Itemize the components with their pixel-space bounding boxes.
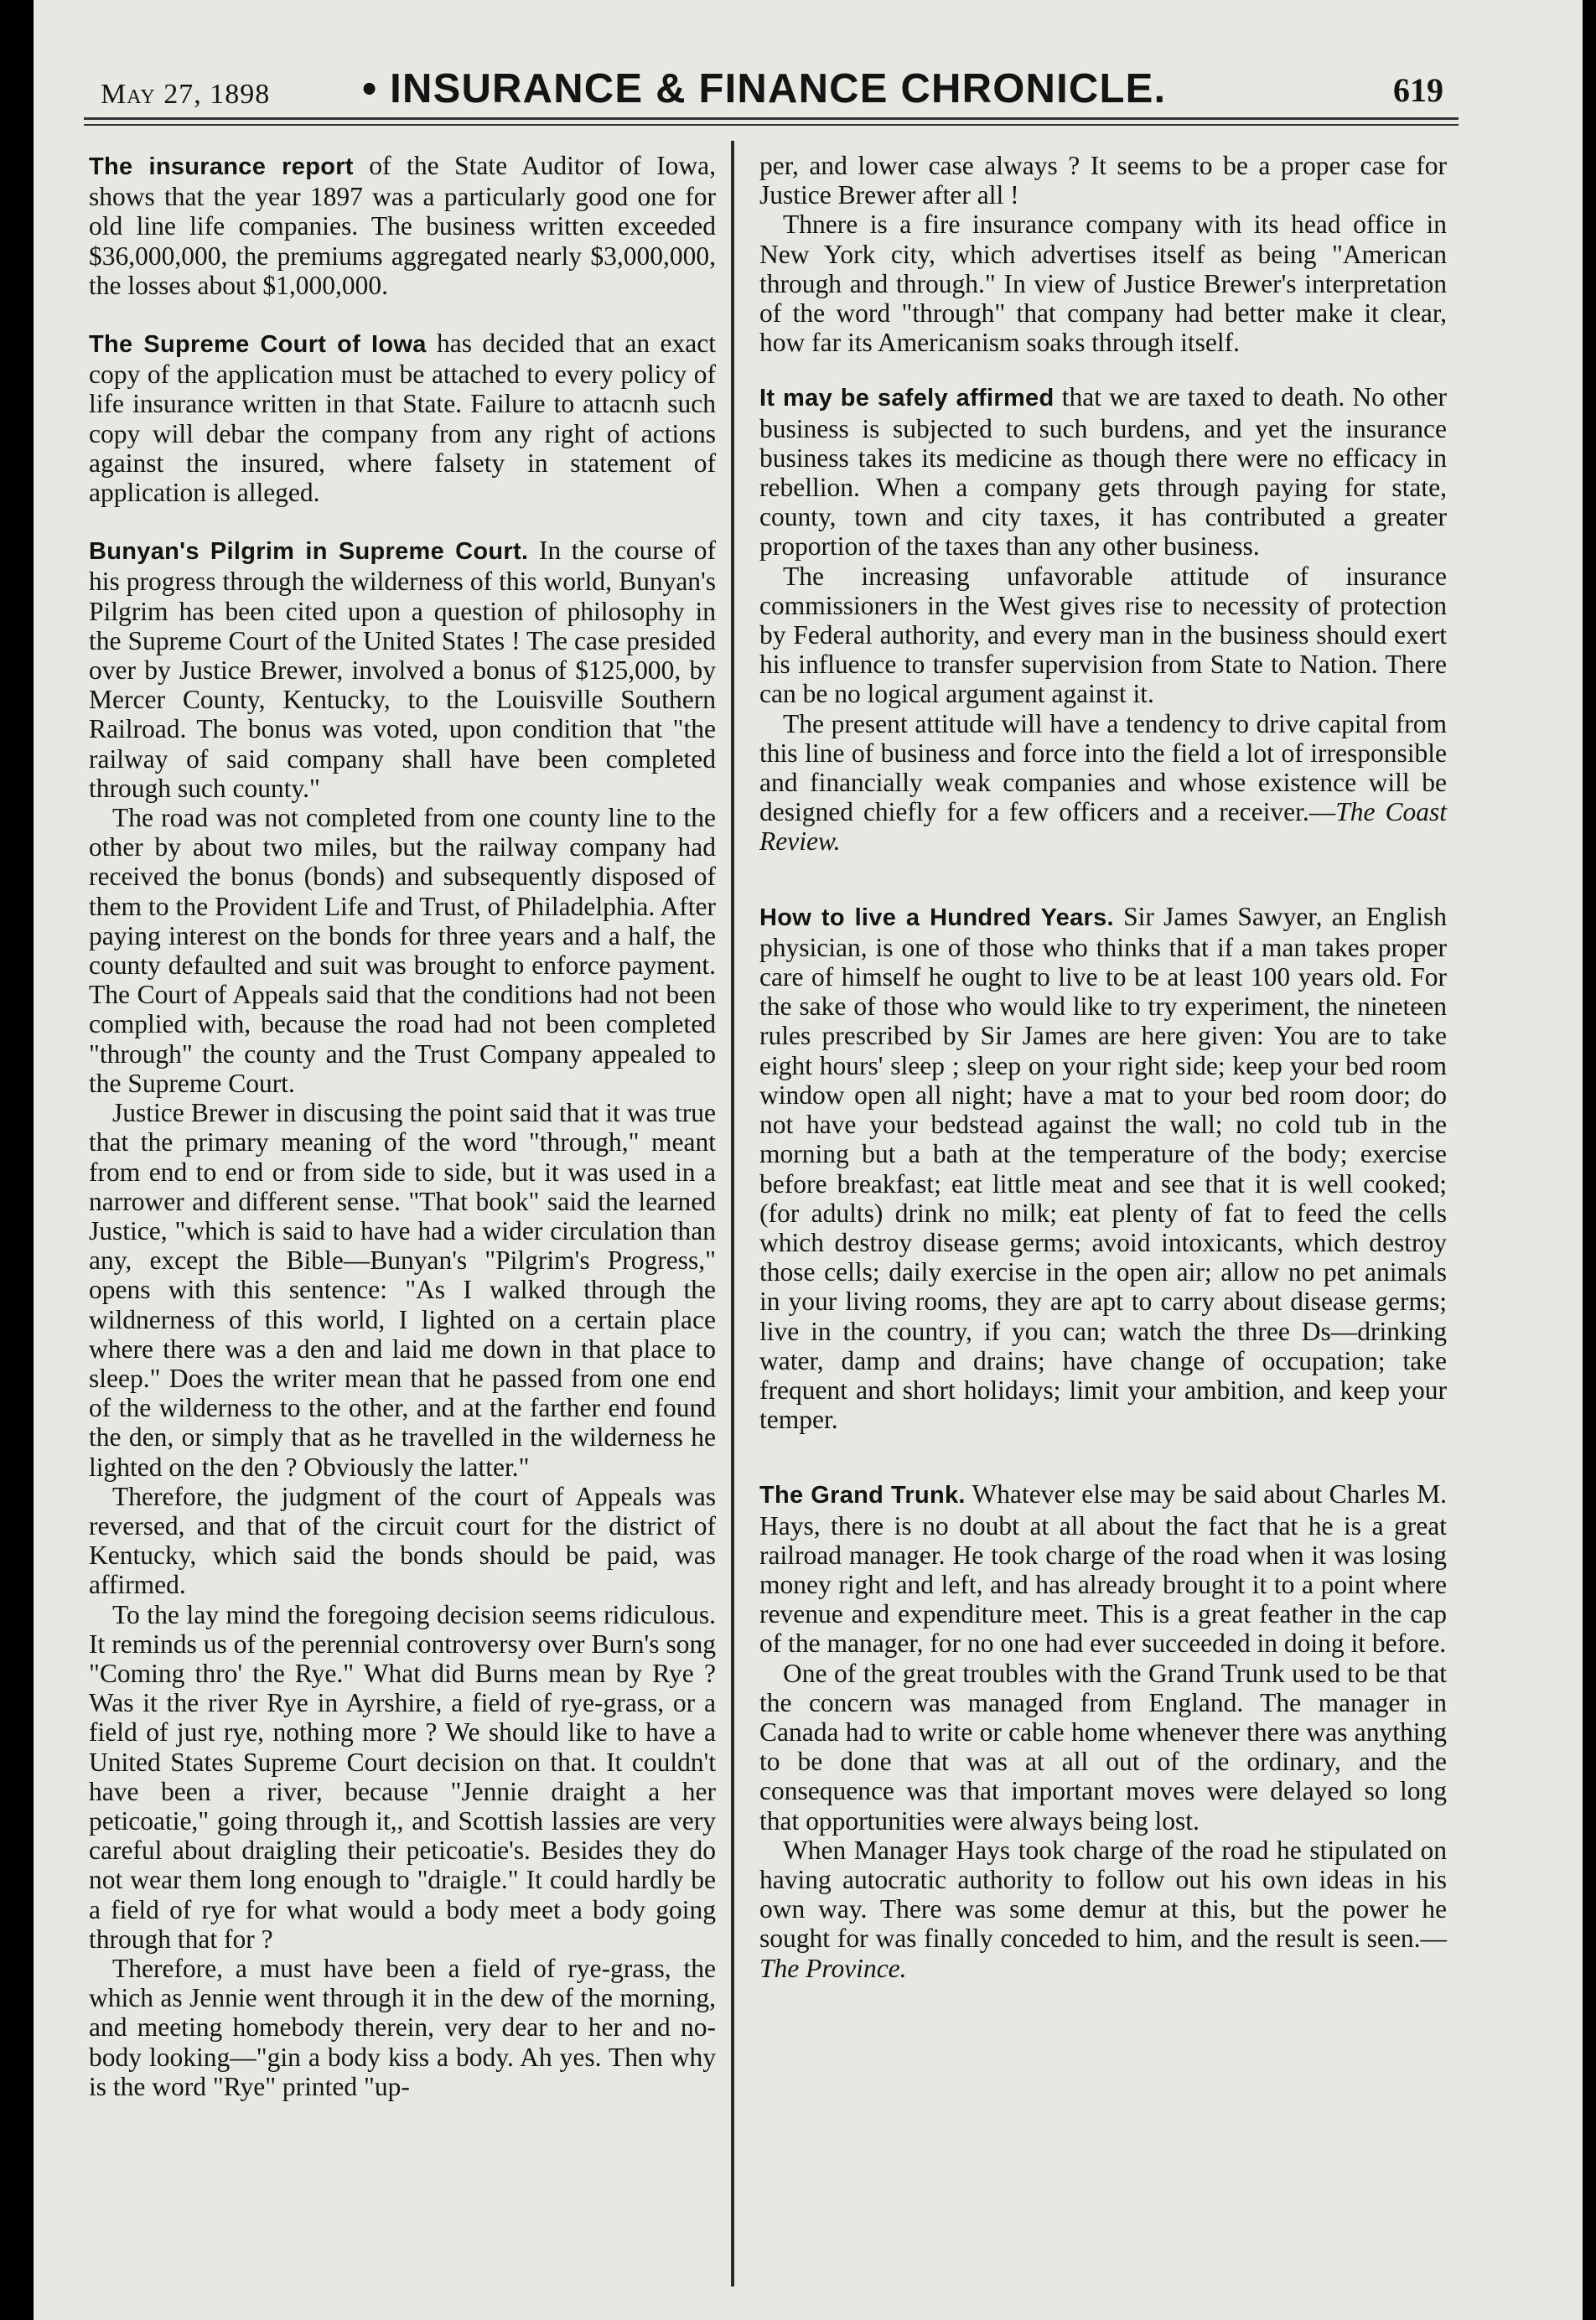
article-paragraph	[759, 709, 1447, 857]
newspaper-page	[34, 0, 1583, 2320]
article-continuation: per, and lower case always ? It seems to be a proper case for Justice Brewer after all !	[759, 151, 1447, 210]
article-paragraph: The increasing unfavorable attitude of insurance commissioners in the West gives rise to necessity of protection by Federal authority, and every man in the business should exert his influence to transfer supervision from State to Nation. There can be no logical argument against it.	[759, 561, 1447, 709]
right-column	[759, 151, 1447, 1983]
article-text: When Manager Hays took charge of the road he stipulated on having autocratic authority to follow out his own ideas in his own way. There was some demur at this, but the power he sought for was finally conceded to him, and the result is seen.—	[759, 1835, 1447, 1954]
page-header	[69, 60, 1460, 119]
article-text: In the course of his progress through the wilderness of this world, Bunyan's Pilgrim has been cited upon a question of philosophy in the Supreme Court of the United States ! The case presided over by Justice Brewer, involved a bonus of $125,000, by Mercer County, Kentucky, to the Louisville Southern Railroad. The bonus was voted, upon condition that "the railway of said company shall have been completed through such county."	[89, 536, 716, 803]
article-paragraph: The road was not completed from one county line to the other by about two miles, but the railway company had received the bonus (bonds) and subsequently disposed of them to the Provident Life and Trust, of Philadelphia. After paying interest on the bonds for three years and a half, the county defaulted and suit was brought to enforce payment. The Court of Appeals said that the conditions had not been complied with, because the road had not been completed "through" the county and the Trust Company appealed to the Supreme Court.	[89, 803, 716, 1098]
article-paragraph	[759, 1836, 1447, 1983]
article-paragraph: Thnere is a fire insurance company with its head office in New York city, which advertises itself as being "American through and through." In view of Justice Brewer's interpretation of the word "through" that company had better make it clear, how far its Americanism soaks through itself.	[759, 210, 1447, 358]
article-text: Sir James Sawyer, an English physician, is one of those who thinks that if a man takes proper care of himself he ought to live to be at least 100 years old. For the sake of those who would like to try experiment, the nineteen rules prescribed by Sir James are here given: You are to take eight hours' sleep ; sleep on your right side; keep your bed room window open all night; have a mat to your bed room door; do not have your bedstead against the wall; no cold tub in the morning but a bath at the temperature of the body; exercise before breakfast; eat little meat and see that it is well cooked; (for adults) drink no milk; eat plenty of fat to feed the cells which destroy disease germs; avoid intoxicants, which destroy those cells; daily exercise in the open air; allow no pet animals in your living rooms, they are apt to carry about disease germs; live in the country, if you can; watch the three Ds—drinking water, damp and drains; have change of occupation; take frequent and short holidays; limit your ambition, and keep your temper.	[759, 901, 1447, 1435]
article-paragraph: Justice Brewer in discusing the point said that it was true that the primary meaning of the word "through," meant from end to end or from side to side, but it was used in a narrower and different sense. "That book" said the learned Justice, "which is said to have had a wider circulation than any, except the Bible—Bunyan's "Pilgrim's Progress," opens with this sentence: "As I walked through the wildnerness of this world, I lighted on a certain place where there was a den and laid me down in that place to sleep." Does the writer mean that he passed from one end of the wilderness to the other, and at the farther end found the den, or simply that as he travelled in the wilderness he lighted on the den ? Obviously the latter."	[89, 1098, 716, 1482]
article-grand-trunk	[759, 1479, 1447, 1658]
article-lead: Bunyan's Pilgrim in Supreme Court.	[89, 538, 529, 566]
article-lead: The Supreme Court of Iowa	[89, 331, 427, 359]
issue-date: May 27, 1898	[101, 79, 271, 110]
article-hundred-years	[759, 902, 1447, 1435]
article-paragraph: Therefore, the judgment of the court of Appeals was reversed, and that of the circuit court for the district of Kentucky, which said the bonds should be paid, was affirmed.	[89, 1481, 716, 1600]
article-lead: How to live a Hundred Years.	[759, 904, 1114, 931]
header-rule-bottom	[84, 124, 1459, 126]
article-paragraph: To the lay mind the foregoing decision seems ridiculous. It reminds us of the perennial controversy over Burn's song "Coming thro' the Rye." What did Burns mean by Rye ? Was it the river Rye in Ayrshire, a field of rye-grass, or a field of just rye, nothing more ? We should like to have a United States Supreme Court decision on that. It couldn't have been a river, because "Jennie draight a her peticoatie," going through it,, and Scottish lassies are very careful about draigling their peticoatie's. Besides they do not wear them long enough to "draigle." It could hardly be a field of rye for what would a body meet a body going through that for ?	[89, 1599, 716, 1954]
article-lead: The insurance report	[89, 153, 354, 180]
article-source: The Province.	[759, 1953, 907, 1983]
article-paragraph: One of the great troubles with the Grand Trunk used to be that the concern was managed from England. The manager in Canada had to write or cable home whenever there was anything to be done that was at all out of the ordinary, and the consequence was that important moves were delayed so long that opportunities were always being lost.	[759, 1658, 1447, 1836]
article-text: of the State Auditor of Iowa, shows that the year 1897 was a particularly good one for old line life companies. The business written exceeded $36,000,000, the premiums aggregated nearly $3,000,000, the losses about $1,000,000.	[89, 151, 716, 300]
article-lead: It may be safely affirmed	[759, 385, 1054, 412]
page-number: 619	[1393, 71, 1443, 109]
article-text: Whatever else may be said about Charles M. Hays, there is no doubt at all about the fact that he is a great railroad manager. He took charge of the road when it was losing money right and left, and has already brought it to a point where revenue and expenditure meet. This is a great feather in the cap of the manager, for no one had ever succeeded in doing it before.	[759, 1479, 1447, 1659]
article-insurance-report	[89, 151, 716, 300]
article-text: The present attitude will have a tendency to drive capital from this line of business and force into the field a lot of irresponsible and financially weak companies and whose existence will be designed chiefly for a few officers and a receiver.—	[759, 708, 1447, 827]
article-supreme-court-iowa	[89, 329, 716, 507]
left-column	[89, 151, 716, 2101]
article-source: The Coast Review.	[759, 797, 1447, 857]
header-rule-top	[84, 117, 1459, 120]
article-text: has decided that an exact copy of the application must be attached to every policy of life insurance written in that State. Failure to attacnh such copy will debar the company from any right of actions against the insured, where falsety in statement of application is alleged.	[89, 329, 716, 508]
article-text: that we are taxed to death. No other business is subjected to such burdens, and yet the insurance business takes its medicine as though there were no efficacy in rebellion. When a company gets through paying for state, county, town and city taxes, it has contributed a greater proportion of the taxes than any other business.	[759, 382, 1447, 562]
publication-title: • INSURANCE & FINANCE CHRONICLE.	[362, 66, 1167, 111]
article-taxed-to-death	[759, 382, 1447, 561]
column-divider	[731, 141, 734, 2286]
article-lead: The Grand Trunk.	[759, 1482, 966, 1510]
article-paragraph: Therefore, a must have been a field of rye-grass, the which as Jennie went through it in the dew of the morning, and meeting homebody therein, very dear to her and no-body looking—"gin a body kiss a body. Ah yes. Then why is the word "Rye" printed "up-	[89, 1953, 716, 2101]
article-bunyans-pilgrim	[89, 536, 716, 803]
